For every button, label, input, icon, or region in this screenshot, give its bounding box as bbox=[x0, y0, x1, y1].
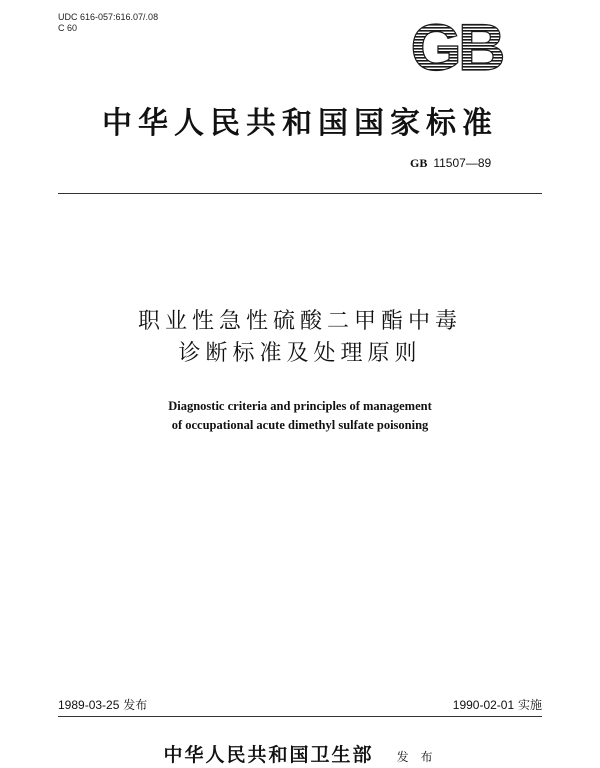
issuer-name: 中华人民共和国卫生部 bbox=[163, 744, 374, 766]
standard-number bbox=[410, 156, 491, 171]
issue-date-block bbox=[58, 696, 147, 713]
standard-code-number: 11507—89 bbox=[433, 156, 492, 170]
document-title-en bbox=[0, 397, 600, 435]
gb-logo-text: GB bbox=[410, 18, 502, 76]
effective-date-block bbox=[453, 696, 542, 713]
classification-code: C 60 bbox=[58, 23, 78, 33]
document-title-en-line2: of occupational acute dimethyl sulfate poisoning bbox=[171, 418, 429, 432]
document-title-cn bbox=[0, 306, 600, 370]
document-title-en-line1: Diagnostic criteria and principles of management bbox=[168, 399, 432, 413]
standard-code-prefix: GB bbox=[410, 156, 428, 170]
gb-logo bbox=[396, 18, 516, 76]
issue-date: 1989-03-25 bbox=[58, 698, 120, 712]
effective-label: 实施 bbox=[517, 698, 542, 712]
issue-label: 发布 bbox=[123, 698, 148, 712]
document-title-cn-line2: 诊断标准及处理原则 bbox=[178, 341, 422, 366]
issuer-line bbox=[0, 740, 600, 767]
udc-block bbox=[58, 12, 158, 34]
udc-code: UDC 616-057:616.07/.08 bbox=[58, 12, 159, 22]
standard-title: 中华人民共和国国家标准 bbox=[102, 106, 498, 141]
issuer-action: 发 布 bbox=[396, 750, 437, 764]
document-title-cn-line1: 职业性急性硫酸二甲酯中毒 bbox=[137, 309, 462, 334]
effective-date: 1990-02-01 bbox=[452, 698, 515, 712]
footer-divider bbox=[58, 716, 542, 717]
header-divider bbox=[58, 193, 542, 194]
